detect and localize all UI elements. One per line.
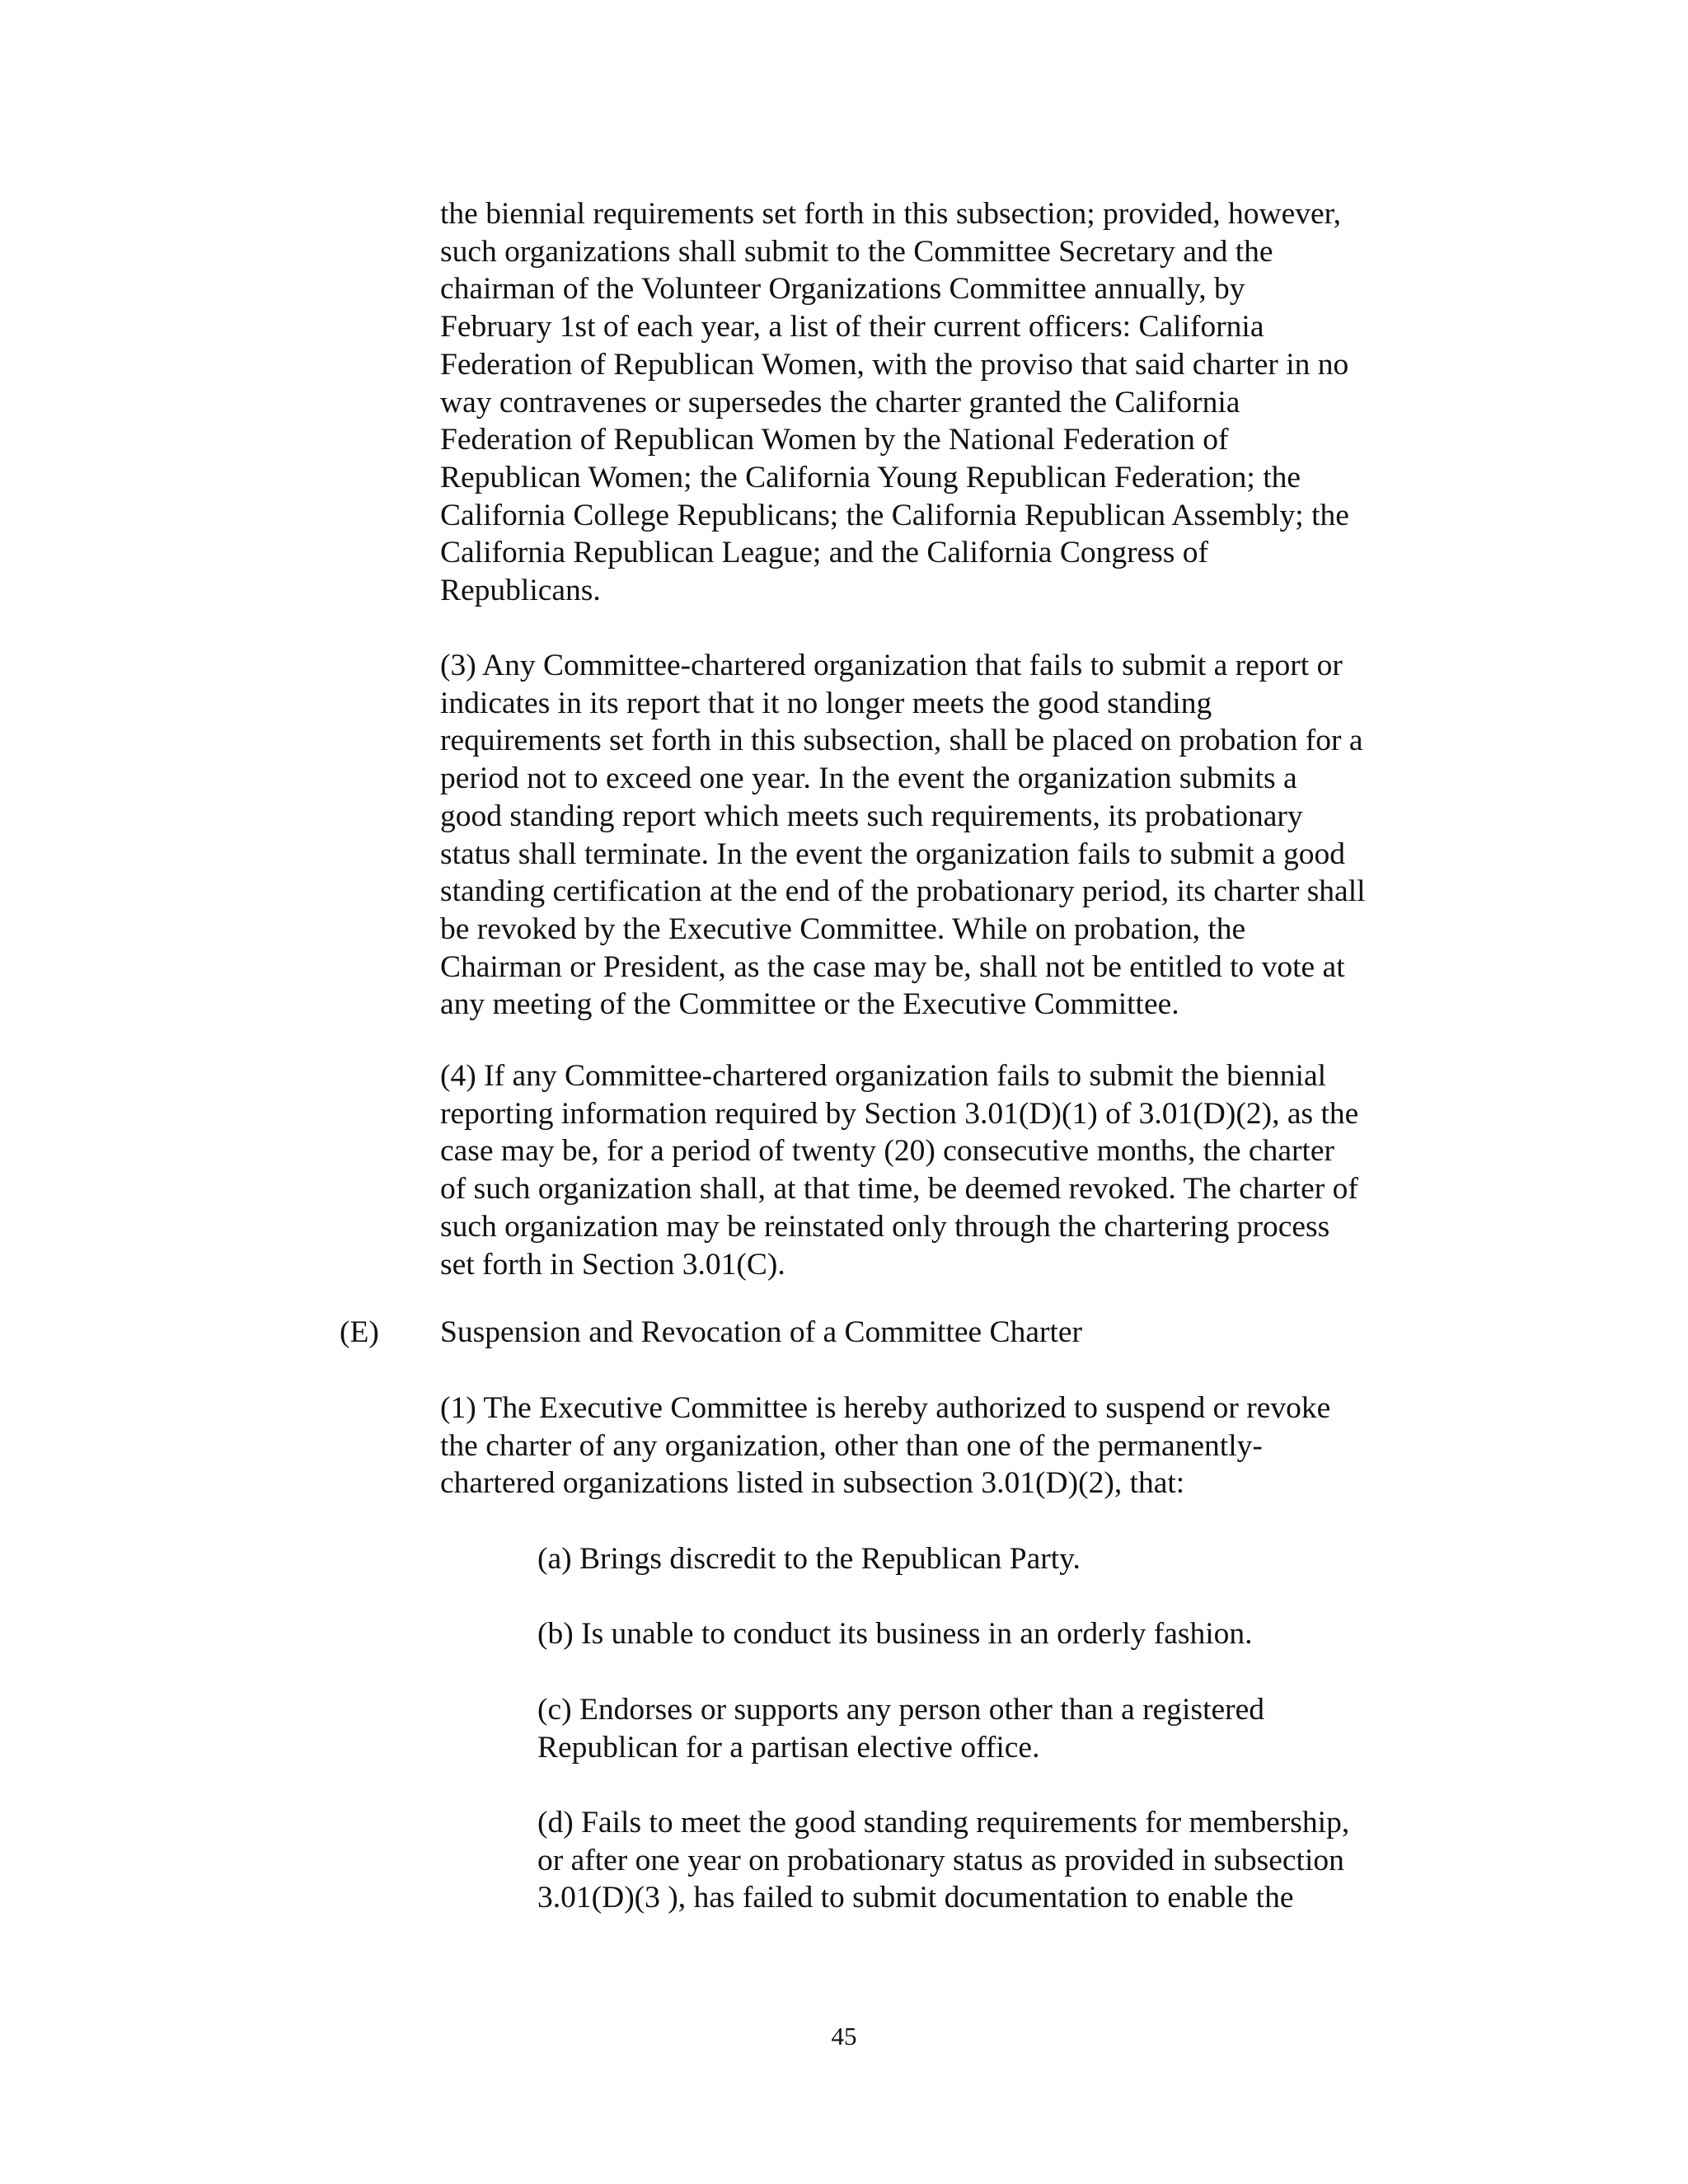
- section-e-label: (E): [340, 1315, 379, 1349]
- text-line: (a) Brings discredit to the Republican Party.: [537, 1542, 1081, 1576]
- text-line: such organizations shall submit to the Committee Secretary and the: [440, 234, 1273, 269]
- text-line: the biennial requirements set forth in this subsection; provided, however,: [440, 197, 1342, 231]
- text-line: requirements set forth in this subsection, shall be placed on probation for a: [440, 724, 1363, 758]
- text-line: of such organization shall, at that time, be deemed revoked. The charter of: [440, 1172, 1358, 1207]
- text-line: (c) Endorses or supports any person other than a registered: [537, 1693, 1265, 1727]
- text-line: standing certification at the end of the probationary period, its charter shall: [440, 874, 1366, 909]
- list-item-b: [537, 1615, 1253, 1653]
- text-line: (1) The Executive Committee is hereby authorized to suspend or revoke: [440, 1391, 1331, 1425]
- text-line: Republicans.: [440, 574, 601, 608]
- text-line: Republican Women; the California Young Republican Federation; the: [440, 460, 1301, 494]
- text-line: reporting information required by Section 3.01(D)(1) of 3.01(D)(2), as the: [440, 1096, 1359, 1131]
- text-line: February 1st of each year, a list of their current officers: California: [440, 310, 1264, 344]
- text-line: indicates in its report that it no longer meets the good standing: [440, 686, 1212, 720]
- text-line: or after one year on probationary status as provided in subsection: [537, 1843, 1344, 1877]
- text-line: way contravenes or supersedes the charter granted the California: [440, 385, 1240, 419]
- paragraph-3-01-d-3: [440, 647, 1366, 1024]
- text-line: the charter of any organization, other than one of the permanently-: [440, 1428, 1263, 1463]
- text-line: (3) Any Committee-chartered organization that fails to submit a report or: [440, 649, 1343, 682]
- text-line: (4) If any Committee-chartered organization fails to submit the biennial: [440, 1059, 1327, 1093]
- text-line: California College Republicans; the California Republican Assembly; the: [440, 498, 1349, 532]
- text-line: case may be, for a period of twenty (20) consecutive months, the charter: [440, 1134, 1335, 1169]
- page-number: 45: [831, 2022, 857, 2050]
- text-line: be revoked by the Executive Committee. While on probation, the: [440, 912, 1246, 946]
- text-line: set forth in Section 3.01(C).: [440, 1247, 785, 1282]
- text-line: status shall terminate. In the event the organization fails to submit a good: [440, 837, 1346, 871]
- continuation-paragraph: [440, 195, 1349, 610]
- text-line: Federation of Republican Women, with the proviso that said charter in no: [440, 347, 1349, 382]
- text-line: chairman of the Volunteer Organizations Committee annually, by: [440, 272, 1245, 307]
- list-item-a: [537, 1540, 1081, 1578]
- text-line: (b) Is unable to conduct its business in an orderly fashion.: [537, 1617, 1253, 1651]
- text-line: any meeting of the Committee or the Executive Committee.: [440, 987, 1179, 1022]
- list-item-d: [537, 1804, 1349, 1917]
- section-e-heading: Suspension and Revocation of a Committee Charter: [440, 1315, 1083, 1349]
- paragraph-3-01-e-1: [440, 1390, 1330, 1502]
- text-line: such organization may be reinstated only through the chartering process: [440, 1209, 1330, 1244]
- text-line: good standing report which meets such requirements, its probationary: [440, 799, 1303, 833]
- text-line: chartered organizations listed in subsection 3.01(D)(2), that:: [440, 1466, 1185, 1501]
- text-line: 3.01(D)(3 ), has failed to submit documentation to enable the: [537, 1881, 1294, 1915]
- text-line: California Republican League; and the California Congress of: [440, 536, 1209, 570]
- text-line: Republican for a partisan elective office.: [537, 1730, 1040, 1765]
- paragraph-3-01-d-4: [440, 1057, 1358, 1283]
- text-line: Federation of Republican Women by the National Federation of: [440, 423, 1229, 457]
- text-line: (d) Fails to meet the good standing requirements for membership,: [537, 1806, 1350, 1840]
- text-line: Chairman or President, as the case may be, shall not be entitled to vote at: [440, 949, 1345, 984]
- list-item-c: [537, 1691, 1264, 1766]
- text-line: period not to exceed one year. In the event the organization submits a: [440, 762, 1297, 796]
